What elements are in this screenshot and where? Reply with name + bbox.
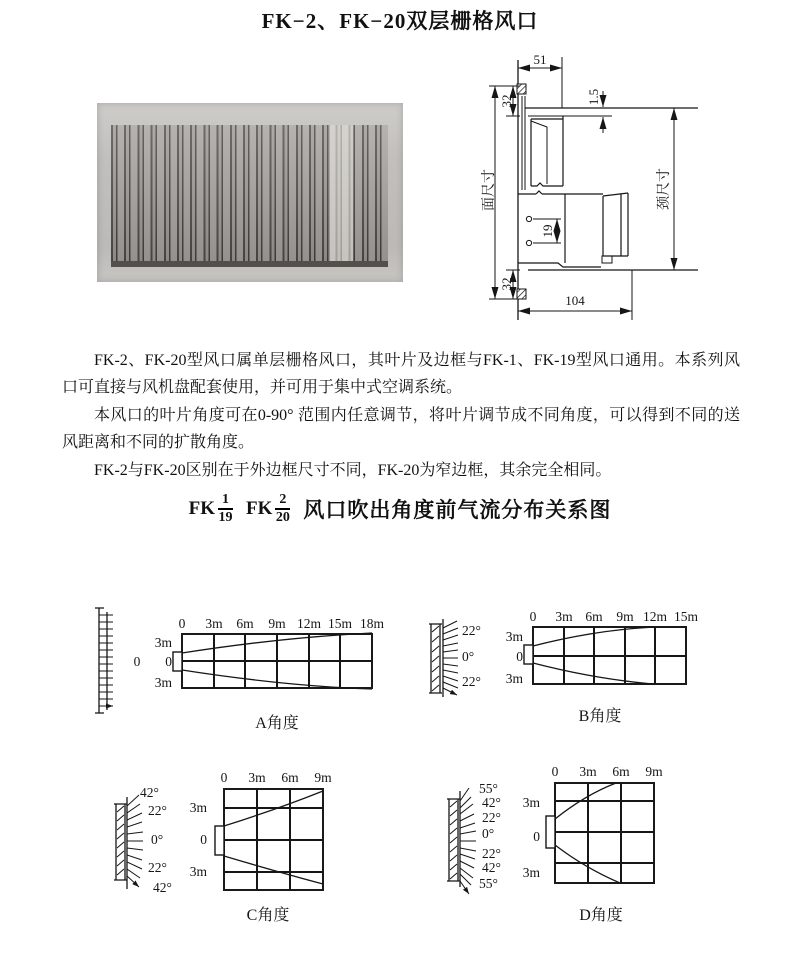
diagram-heading [0, 492, 800, 526]
caption-d: D角度 [579, 907, 623, 924]
dim-51-label: 51 [533, 52, 547, 67]
dim-face-label: 面尺寸 [482, 169, 497, 211]
angle-label-b-1: 0° [462, 649, 475, 664]
angle-label-c-3: 22° [148, 860, 167, 875]
fraction1-denominator: 19 [218, 510, 233, 526]
dim-104-label: 104 [565, 293, 585, 308]
dim-1-5-label: 1.5 [586, 88, 601, 106]
c-x-tick: 0 [220, 770, 228, 785]
grille-highlight [330, 125, 353, 261]
diagram-c [114, 770, 332, 924]
angle-label-b-2: 22° [462, 674, 481, 689]
d-x-tick: 9m [645, 764, 663, 779]
d-x-tick: 3m [579, 764, 597, 779]
a-y-tick: 0 [165, 654, 172, 669]
vent-symbol-b [429, 619, 458, 697]
c-x-tick: 6m [281, 770, 299, 785]
c-y-tick: 0 [200, 832, 207, 847]
b-x-tick: 9m [616, 609, 634, 624]
caption-a: A角度 [255, 715, 299, 732]
body-text [62, 347, 740, 484]
angle-label-d-4: 22° [482, 846, 501, 861]
paragraph-1: FK-2、FK-20型风口属单层栅格风口，其叶片及边框与FK-1、FK-19型风口通用。本系列风口可直接与风机盘配套使用，并可用于集中式空调系统。 [62, 352, 740, 397]
a-x-tick: 9m [268, 616, 286, 631]
vent-symbol-d [447, 788, 476, 894]
b-x-tick: 15m [673, 609, 699, 624]
angle-label-d-0: 55° [479, 781, 498, 796]
c-x-tick: 3m [248, 770, 266, 785]
dim-19-label: 19 [540, 224, 555, 238]
dim-neck-label: 颈尺寸 [657, 168, 672, 210]
angle-label-d-6: 55° [479, 876, 498, 891]
b-x-tick: 12m [642, 609, 668, 624]
caption-b: B角度 [578, 708, 622, 725]
angle-label-d-2: 22° [482, 810, 501, 825]
angle-label-c-4: 42° [153, 880, 172, 895]
d-y-tick: 3m [522, 865, 540, 880]
page-title: FK−2、FK−20双层栅格风口 [261, 9, 539, 33]
model-fraction-1 [218, 492, 233, 526]
angle-label-d-5: 42° [482, 860, 501, 875]
angle-label-b-0: 22° [462, 623, 481, 638]
b-y-tick: 3m [505, 671, 523, 686]
vent-symbol-a [95, 608, 113, 713]
model-fk2: FK [246, 498, 273, 520]
vent-symbol-c [114, 795, 143, 889]
airflow-envelope-c [224, 791, 323, 884]
diagram-d [447, 764, 663, 924]
fraction2-denominator: 20 [275, 510, 290, 526]
b-y-tick: 3m [505, 629, 523, 644]
d-y-tick: 3m [522, 795, 540, 810]
d-y-tick: 0 [533, 829, 540, 844]
product-photo [97, 103, 403, 282]
a-x-tick: 3m [205, 616, 223, 631]
c-y-tick: 3m [189, 800, 207, 815]
paragraph-2: 本风口的叶片角度可在0-90° 范围内任意调节，将叶片调节成不同角度，可以得到不同的送风距离和不同的扩散角度。 [62, 406, 740, 452]
dim-32-bottom-label: 32 [499, 277, 514, 291]
angle-label-c-0: 42° [140, 785, 159, 800]
diagram-heading-text: 风口吹出角度前气流分布关系图 [303, 498, 612, 523]
angle-label-c-2: 0° [151, 832, 164, 847]
b-y-tick: 0 [516, 649, 523, 664]
d-x-tick: 6m [612, 764, 630, 779]
dim-32-top-label: 32 [499, 94, 514, 108]
diagram-a [95, 608, 384, 732]
d-x-tick: 0 [551, 764, 559, 779]
section-drawing [482, 50, 705, 325]
a-x-tick: 0 [178, 616, 186, 631]
model-fraction-2 [275, 492, 290, 526]
a-y-tick: 3m [154, 675, 172, 690]
c-x-tick: 9m [314, 770, 332, 785]
model-fk1: FK [188, 498, 215, 520]
b-x-tick: 6m [585, 609, 603, 624]
angle-label-d-1: 42° [482, 795, 501, 810]
angle-label-a-0: 0 [133, 654, 141, 669]
a-x-tick: 18m [359, 616, 385, 631]
angle-label-d-3: 0° [482, 826, 495, 841]
angle-label-c-1: 22° [148, 803, 167, 818]
airflow-diagrams [0, 560, 800, 964]
dimension-lines [489, 57, 674, 320]
b-x-tick: 3m [555, 609, 573, 624]
b-x-tick: 0 [529, 609, 537, 624]
fraction2-numerator: 2 [275, 492, 290, 510]
paragraph-3: FK-2与FK-20区别在于外边框尺寸不同，FK-20为窄边框，其余完全相同。 [94, 461, 612, 479]
a-y-tick: 3m [154, 635, 172, 650]
c-y-tick: 3m [189, 864, 207, 879]
a-x-tick: 15m [327, 616, 353, 631]
wall-and-flanges [517, 60, 526, 320]
a-x-tick: 12m [296, 616, 322, 631]
diagram-b [429, 609, 698, 725]
fraction1-numerator: 1 [218, 492, 233, 510]
caption-c: C角度 [246, 907, 290, 924]
a-x-tick: 6m [236, 616, 254, 631]
